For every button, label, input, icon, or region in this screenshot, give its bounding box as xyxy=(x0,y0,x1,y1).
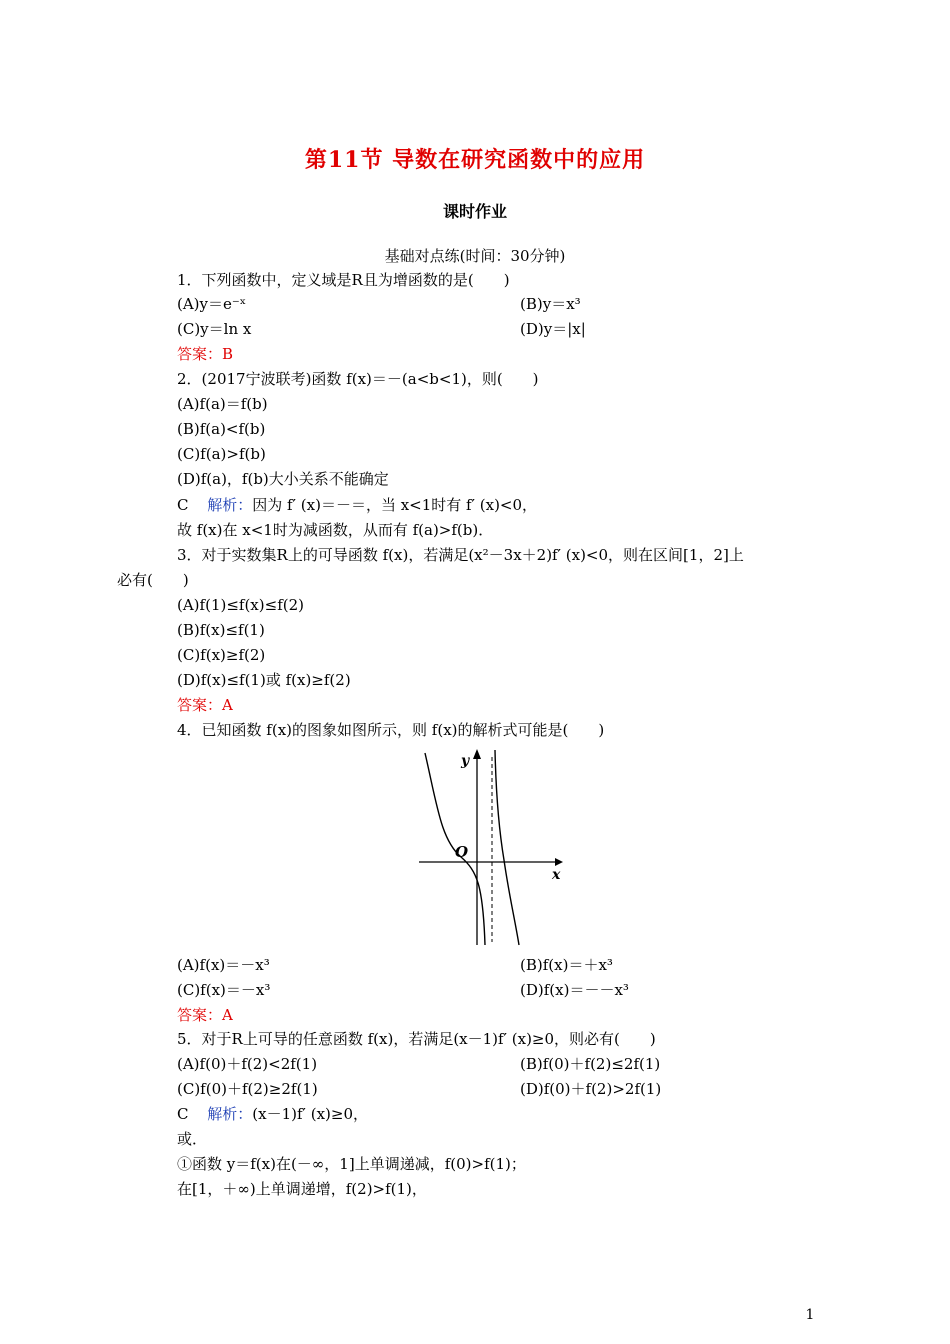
q2-option-d: (D)f(a)，f(b)大小关系不能确定 xyxy=(177,470,389,488)
q5-case-1-continued: 在[1，＋∞)上单调递增，f(2)>f(1)， xyxy=(177,1180,427,1198)
x-axis-arrow-icon xyxy=(555,858,563,866)
q1-option-c: (C)y＝ln x xyxy=(177,320,252,338)
q5-solution-text: (x－1)f′ (x)≥0， xyxy=(252,1105,368,1123)
q1-option-a: (A)y＝e⁻ˣ xyxy=(177,295,247,313)
q2-option-a: (A)f(a)＝f(b) xyxy=(177,395,268,413)
q3-option-b: (B)f(x)≤f(1) xyxy=(177,621,265,639)
question-1: 1．下列函数中，定义域是R且为增函数的是( ) xyxy=(177,271,510,289)
q1-option-d: (D)y＝|x| xyxy=(520,320,586,338)
q5-solution-label: 解析： xyxy=(207,1105,253,1123)
q2-answer-letter: C xyxy=(177,496,189,514)
q2-solution xyxy=(177,495,537,515)
question-5: 5．对于R上可导的任意函数 f(x)，若满足(x－1)f′ (x)≥0，则必有( ) xyxy=(177,1030,656,1048)
q4-option-c: (C)f(x)＝－x³ xyxy=(177,981,271,999)
q3-answer: 答案：A xyxy=(177,696,233,714)
y-axis-arrow-icon xyxy=(473,749,481,759)
y-axis-label: y xyxy=(461,753,470,769)
q2-solution-text-2: 故 f(x)在 x<1时为减函数，从而有 f(a)>f(b)． xyxy=(177,521,494,539)
q5-option-b: (B)f(0)＋f(2)≤2f(1) xyxy=(520,1055,661,1073)
origin-label: O xyxy=(455,843,469,861)
q2-solution-label: 解析： xyxy=(207,496,253,514)
q5-option-a: (A)f(0)＋f(2)<2f(1) xyxy=(177,1055,318,1073)
q5-option-d: (D)f(0)＋f(2)>2f(1) xyxy=(520,1080,662,1098)
q4-option-d: (D)f(x)＝－－x³ xyxy=(520,981,629,999)
page-subtitle: 课时作业 xyxy=(442,202,507,221)
function-graph xyxy=(415,745,575,950)
q1-option-b: (B)y＝x³ xyxy=(520,295,581,313)
x-axis-label: x xyxy=(552,867,561,883)
q3-option-c: (C)f(x)≥f(2) xyxy=(177,646,266,664)
curve-right-branch xyxy=(495,750,519,945)
q5-case-1: ①函数 y＝f(x)在(－∞，1]上单调递减，f(0)>f(1)； xyxy=(177,1155,526,1173)
q5-solution xyxy=(177,1104,368,1124)
q4-option-a: (A)f(x)＝－x³ xyxy=(177,956,270,974)
question-4: 4．已知函数 f(x)的图象如图所示，则 f(x)的解析式可能是( ) xyxy=(177,721,605,739)
section-heading: 基础对点练(时间：30分钟) xyxy=(384,247,566,265)
page-number: 1 xyxy=(805,1307,815,1323)
q4-answer: 答案：A xyxy=(177,1006,233,1024)
question-3: 3．对于实数集R上的可导函数 f(x)，若满足(x²－3x＋2)f′ (x)<0，则在区间[1，2]上 xyxy=(177,546,744,564)
q3-option-a: (A)f(1)≤f(x)≤f(2) xyxy=(177,596,304,614)
q5-or-line: 或． xyxy=(177,1130,208,1148)
question-3-continued: 必有( ) xyxy=(117,571,189,589)
q3-option-d: (D)f(x)≤f(1)或 f(x)≥f(2) xyxy=(177,671,351,689)
q1-answer: 答案：B xyxy=(177,345,234,363)
q5-answer-letter: C xyxy=(177,1105,189,1123)
page-title: 第11节 导数在研究函数中的应用 xyxy=(304,147,646,173)
question-2: 2．(2017宁波联考)函数 f(x)＝－(a<b<1)，则( ) xyxy=(177,370,539,388)
q2-option-c: (C)f(a)>f(b) xyxy=(177,445,266,463)
q2-option-b: (B)f(a)<f(b) xyxy=(177,420,266,438)
q4-option-b: (B)f(x)＝＋x³ xyxy=(520,956,613,974)
q2-solution-text: 因为 f′ (x)＝－＝，当 x<1时有 f′ (x)<0， xyxy=(252,496,538,514)
q5-option-c: (C)f(0)＋f(2)≥2f(1) xyxy=(177,1080,318,1098)
